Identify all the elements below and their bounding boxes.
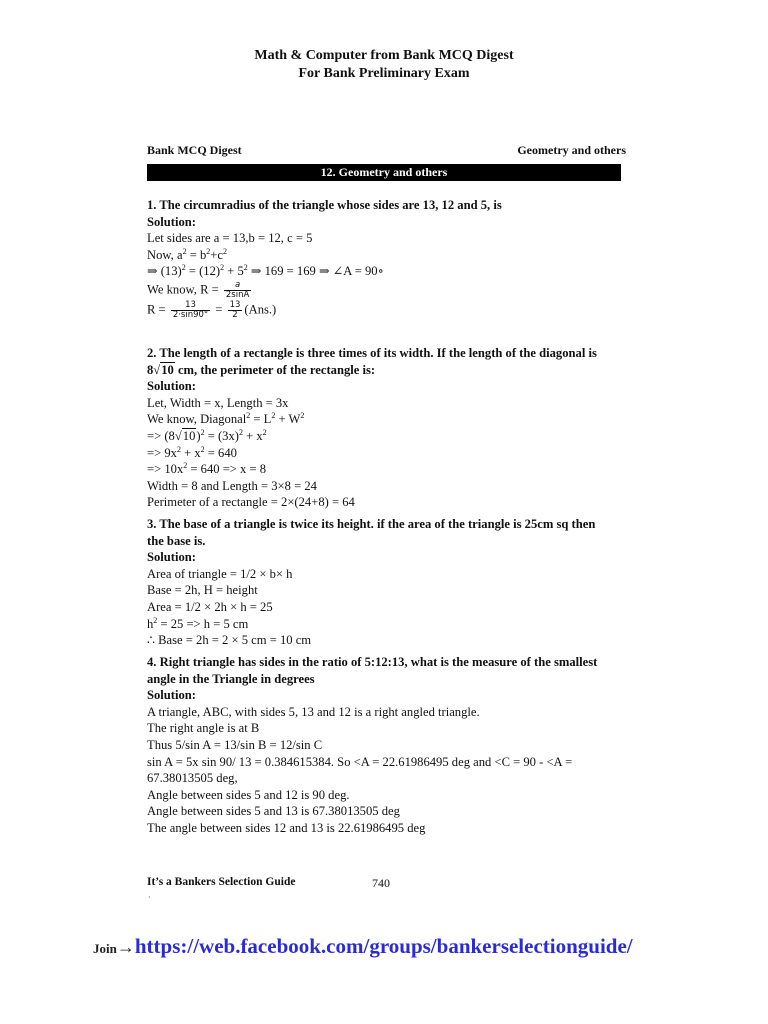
text: => 9x [147,445,177,460]
superscript: 2 [300,411,305,421]
superscript: 2 [262,427,267,437]
fraction-denominator: 2 [232,309,238,320]
superscript: 2 [271,411,276,421]
q4-line-2: The right angle is at B [147,721,260,736]
q2-line-6: Width = 8 and Length = 3×8 = 24 [147,478,317,493]
q4-line-7: Angle between sides 5 and 13 is 67.38013505 deg [147,804,400,819]
text: 8 [147,362,154,377]
text: (Ans.) [244,302,277,317]
q2-line-4 [147,445,637,462]
text: ⇒ (13) [147,264,182,279]
square-root [153,362,175,379]
question-4-block [147,654,637,837]
question-4-line-2: angle in the Triangle in degrees [147,671,315,686]
section-title-bar: 12. Geometry and others [147,164,621,181]
text: + W [275,412,301,427]
question-2-line-1: 2. The length of a rectangle is three times of its width. If the length of the diagonal is [147,346,597,360]
footer-dot: · [148,893,151,902]
q1-line-4 [147,281,637,300]
solution-label: Solution: [147,688,196,703]
document-title: Math & Computer from Bank MCQ Digest [254,48,514,63]
running-header-right: Geometry and others [517,143,626,157]
text: = [212,302,226,317]
text: h [147,616,154,631]
question-1: 1. The circumradius of the triangle whose sides are 13, 12 and 5, is [147,198,502,212]
q4-line-5: 67.38013505 deg, [147,771,238,786]
q1-line-2 [147,247,637,264]
text: + 5 [224,264,244,279]
q1-line-5 [147,301,637,320]
running-header-left: Bank MCQ Digest [147,143,242,157]
square-root [175,428,197,445]
superscript: 2 [200,427,205,437]
text: We know, Diagonal [147,412,247,427]
text: ) [196,428,201,443]
q3-line-3: Area = 1/2 × 2h × h = 25 [147,599,273,614]
superscript: 2 [176,444,181,454]
text: = b [186,247,207,262]
superscript: 2 [246,411,251,421]
superscript: 2 [222,246,227,256]
solution-label: Solution: [147,379,196,394]
superscript: 2 [181,263,186,273]
solution-label: Solution: [147,550,196,565]
question-2-block [147,345,637,511]
text: ⇒ 169 = 169 ⇒ ∠A = 90∘ [247,264,384,279]
text: + x [242,428,263,443]
text: = 25 => h = 5 cm [157,616,249,631]
text: = (12) [185,264,221,279]
question-4-line-1: 4. Right triangle has sides in the ratio of 5:12:13, what is the measure of the smallest [147,655,598,669]
text: => (8 [147,428,175,443]
q2-line-7: Perimeter of a rectangle = 2×(24+8) = 64 [147,495,355,510]
text: Now, a [147,247,183,262]
document-subtitle: For Bank Preliminary Exam [298,66,470,81]
question-3-line-2: the base is. [147,533,206,548]
page-number: 740 [372,876,390,890]
superscript: 2 [238,427,243,437]
footer-guide-text: It’s a Bankers Selection Guide [147,876,296,888]
q4-line-1: A triangle, ABC, with sides 5, 13 and 12 is a right angled triangle. [147,704,480,719]
text: + x [180,445,201,460]
superscript: 2 [206,246,211,256]
question-1-block [147,197,637,320]
text: = 640 [204,445,237,460]
join-label: Join [93,941,117,956]
q2-line-1: Let, Width = x, Length = 3x [147,395,289,410]
q4-line-3: Thus 5/sin A = 13/sin B = 12/sin C [147,737,323,752]
arrow-right-icon: → [116,937,135,957]
text: +c [210,247,223,262]
q1-line-1: Let sides are a = 13,b = 12, c = 5 [147,231,313,246]
text: = 640 => x = 8 [187,462,267,477]
solution-label: Solution: [147,214,196,229]
radicand: 10 [182,428,196,443]
text: cm, the perimeter of the rectangle is: [174,362,376,377]
question-2-line-2 [147,362,637,379]
q3-line-4 [147,616,637,633]
fraction-numerator: 13 [229,299,241,310]
q4-line-4: sin A = 5x sin 90/ 13 = 0.384615384. So <A = 22.61986495 deg and <C = 90 - <A = [147,754,573,769]
q2-line-3 [147,428,637,445]
superscript: 2 [153,615,158,625]
q4-line-8: The angle between sides 12 and 13 is 22.61986495 deg [147,820,426,835]
radicand: 10 [161,362,174,377]
fraction-numerator: 13 [171,301,210,311]
fraction-denominator: 2sinA [225,289,250,300]
superscript: 2 [182,246,187,256]
superscript: 2 [243,263,248,273]
superscript: 2 [200,444,205,454]
superscript: 2 [183,460,188,470]
text: => 10x [147,462,184,477]
q1-line-3 [147,263,637,280]
q2-line-2 [147,411,637,428]
text: R = [147,302,169,317]
radical-sign: √ [153,362,161,377]
text: = (3x) [204,428,239,443]
fraction-denominator: 2·sin90° [172,309,209,320]
question-3-line-1: 3. The base of a triangle is twice its height. if the area of the triangle is 25cm sq then [147,517,596,531]
text: = L [250,412,272,427]
superscript: 2 [220,263,225,273]
facebook-group-link[interactable]: https://web.facebook.com/groups/bankerselectionguide/ [134,934,633,958]
radical-sign: √ [174,428,182,443]
fraction [171,301,210,320]
text: We know, R = [147,282,222,297]
q3-line-5: ∴ Base = 2h = 2 × 5 cm = 10 cm [147,633,312,648]
fraction [228,301,243,320]
fraction-numerator: a [224,281,251,291]
q4-line-6: Angle between sides 5 and 12 is 90 deg. [147,787,350,802]
join-link-row [93,934,633,959]
q3-line-2: Base = 2h, H = height [147,583,258,598]
running-header [147,143,626,157]
fraction [224,281,251,300]
q2-line-5 [147,461,637,478]
q3-line-1: Area of triangle = 1/2 × b× h [147,566,293,581]
question-3-block [147,516,637,649]
